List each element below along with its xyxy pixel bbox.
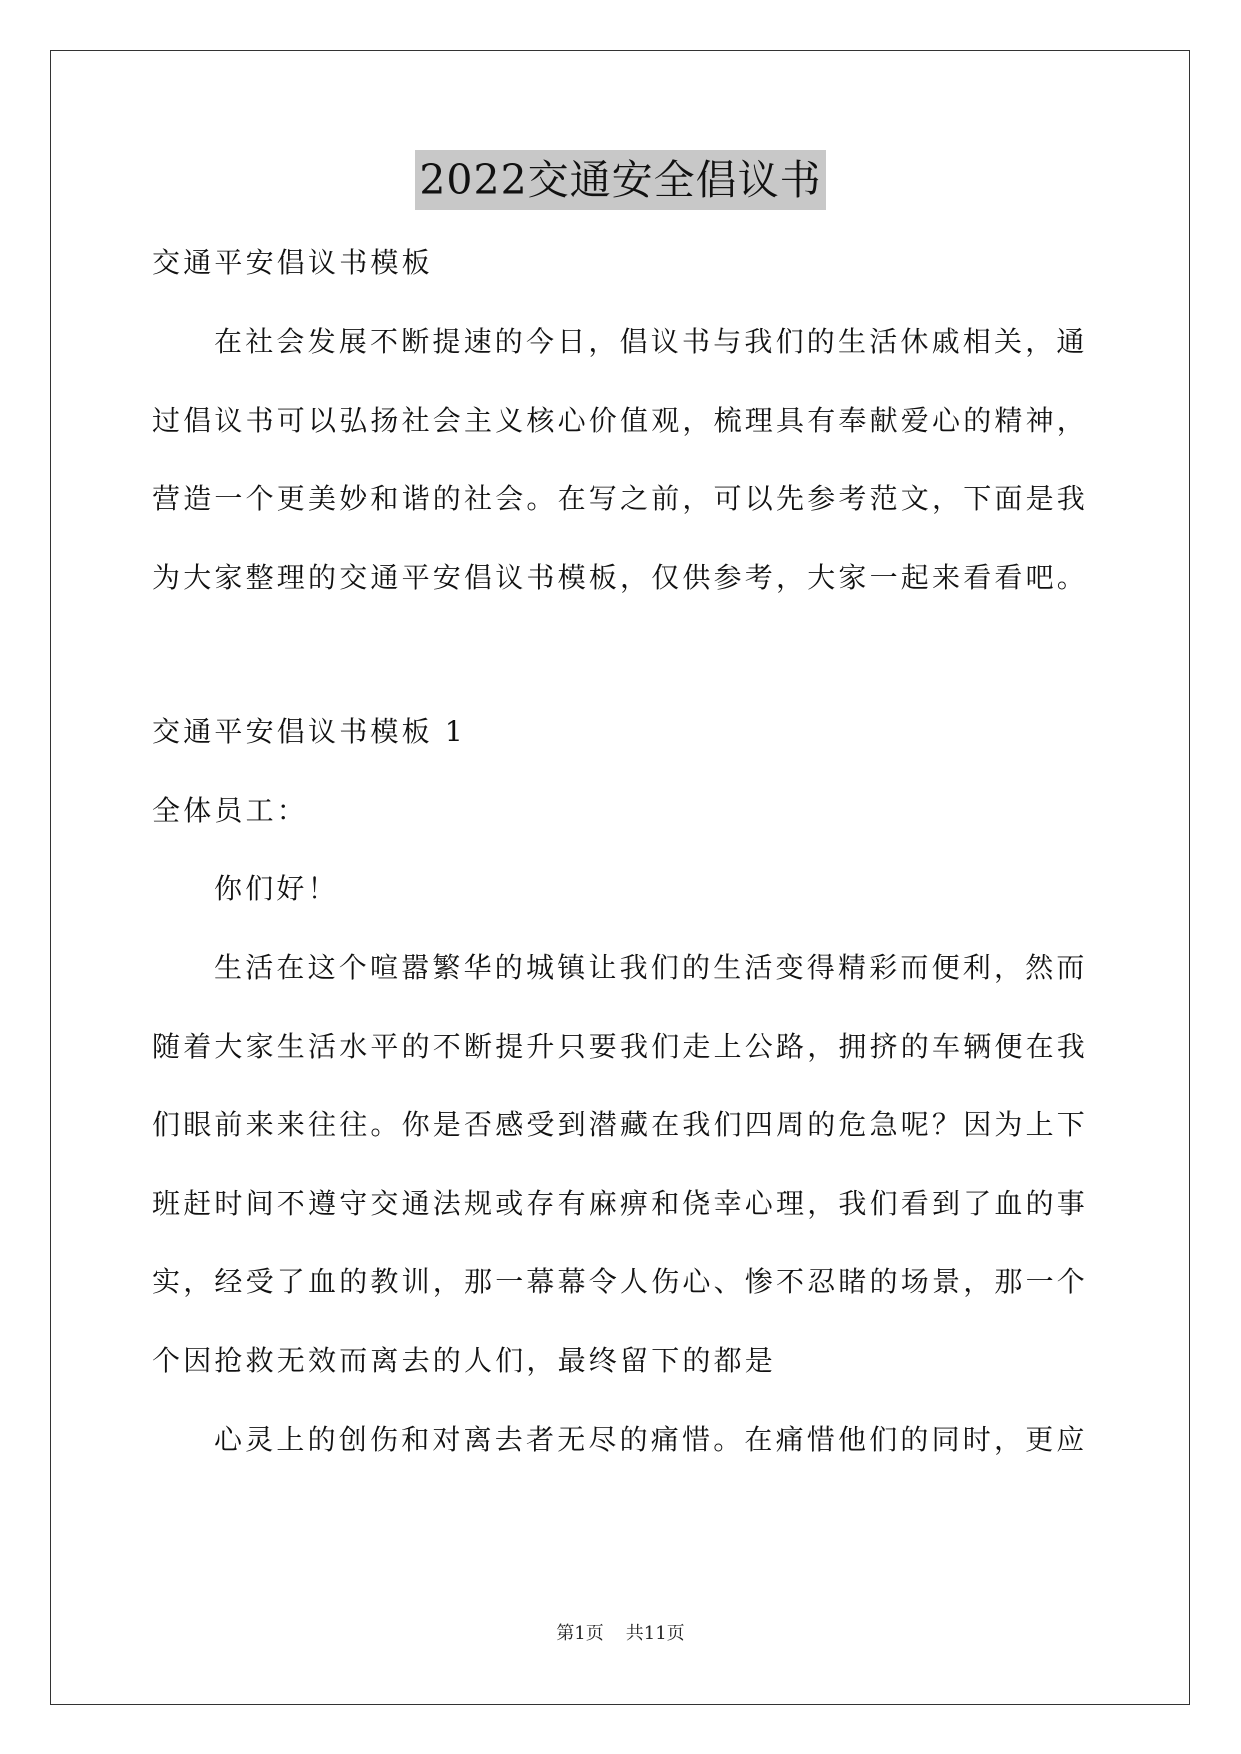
document-title: 2022交通安全倡议书	[415, 150, 825, 210]
paragraph-line: 生活在这个喧嚣繁华的城镇让我们的生活变得精彩而便利，然而	[214, 951, 1088, 984]
paragraph-line: 个因抢救无效而离去的人们，最终留下的都是	[152, 1344, 777, 1377]
paragraph-line: 营造一个更美妙和谐的社会。在写之前，可以先参考范文，下面是我	[152, 482, 1089, 515]
paragraph-line: 过倡议书可以弘扬社会主义核心价值观，梳理具有奉献爱心的精神，	[152, 404, 1089, 437]
greeting: 你们好！	[214, 872, 339, 905]
section-heading: 交通平安倡议书模板	[152, 246, 433, 279]
title-container	[0, 150, 1241, 210]
paragraph-line: 们眼前来来往往。你是否感受到潜藏在我们四周的危急呢？因为上下	[152, 1108, 1089, 1141]
paragraph-line: 为大家整理的交通平安倡议书模板，仅供参考，大家一起来看看吧。	[152, 561, 1089, 594]
section-heading: 交通平安倡议书模板 1	[152, 715, 466, 748]
paragraph-line: 班赶时间不遵守交通法规或存有麻痹和侥幸心理，我们看到了血的事	[152, 1187, 1089, 1220]
paragraph-line: 在社会发展不断提速的今日，倡议书与我们的生活休戚相关，通	[214, 325, 1088, 358]
paragraph-line: 实，经受了血的教训，那一幕幕令人伤心、惨不忍睹的场景，那一个	[152, 1265, 1089, 1298]
total-pages: 共11页	[625, 1623, 685, 1644]
page-number: 第1页	[556, 1623, 604, 1644]
paragraph-line: 随着大家生活水平的不断提升只要我们走上公路，拥挤的车辆便在我	[152, 1030, 1089, 1063]
salutation: 全体员工：	[152, 794, 309, 827]
page-footer	[0, 1622, 1241, 1646]
paragraph-line: 心灵上的创伤和对离去者无尽的痛惜。在痛惜他们的同时，更应	[214, 1423, 1088, 1456]
